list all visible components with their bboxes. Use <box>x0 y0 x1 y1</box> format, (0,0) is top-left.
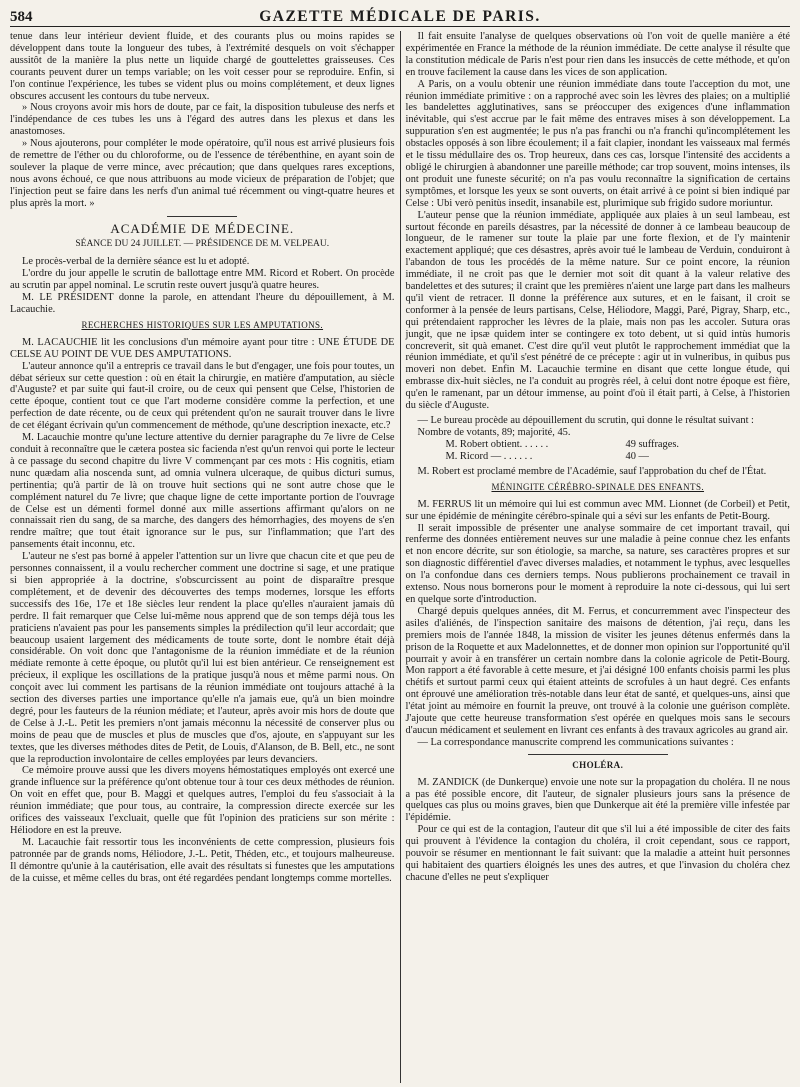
paragraph: » Nous ajouterons, pour compléter le mode opératoire, qu'il nous est arrivé plusieurs fois de remettre de l'éther ou du chloroforme, ou de l'essence de térébenthine, en ayant soin de soulever la plaque de verre mince, avec précaution; que dans quelques rares exceptions, nous avons échoué, ce que nous attribuons au mode vicieux de préparation de l'objet; que l'injection peut se faire dans les nerfs d'un animal tué récemment ou vingt-quatre heures et plus après la mort. » <box>10 138 395 209</box>
vote-name: M. Ricord — . . . . . . <box>445 450 533 462</box>
paragraph: » Nous croyons avoir mis hors de doute, par ce fait, la disposition tubuleuse des nerfs et l'indépendance de ces tubes les uns à l'égard des autres dans les plexus et dans les anastomoses. <box>10 102 395 138</box>
scrutin-line: — Le bureau procède au dépouillement du scrutin, qui donne le résultat suivant : <box>417 415 754 426</box>
paragraph: Il serait impossible de présenter une analyse sommaire de cet important travail, qui renferme des données entièrement neuves sur une maladie à peine connue chez les enfants et non encore décrite, sur son étiologie, sa marche, sa nature, ses caractères propres et sur son diagnostic différentiel d'avec diverses maladies, et notamment le typhus, avec lesquelles on l'a confondue dans ces derniers temps. Nous publierons prochainement ce travail in extenso. Nous nous bornerons pour le moment à reproduire la note ci-dessous, qui lui sert en quelque sorte d'introduction. <box>405 522 790 605</box>
divider <box>528 754 668 755</box>
paragraph: Le procès-verbal de la dernière séance est lu et adopté. <box>22 256 250 268</box>
paragraph: Chargé depuis quelques années, dit M. Ferrus, et concurremment avec l'inspecteur des asiles d'aliénés, de l'inspection sanitaire des maisons de détention, j'ai reçu, dans les premiers mois de l'année 1848, la mission de visiter les jeunes détenus enfermés dans la prison de la Roquette et aux Madelonnettes, et de donner mon opinion sur l'opportunité qu'il pourrait y avoir à en transférer un certain nombre dans la colonie agricole de Petit-Bourg. Mon rapport a été favorable à cette mesure, et j'ai désigné 100 enfants choisis parmi les plus chétifs et surtout parmi ceux qui étaient atteints de scrofules à un haut degré. Ces enfants ont éprouvé une amélioration très-notable dans leur état de santé, et quelques-uns, ainsi que l'état joint au mémoire en fournit la preuve, ont trouvé à la colonie une guérison complète. J'ajoute que cette heureuse transformation s'est opérée en quelques mois sans le secours d'aucun médicament et seulement en livrant ces enfants à des travaux agricoles au grand air. <box>405 605 790 736</box>
journal-title: GAZETTE MÉDICALE DE PARIS. <box>259 8 541 25</box>
paragraph: M. FERRUS lit un mémoire qui lui est commun avec MM. Lionnet (de Corbeil) et Petit, sur une épidémie de méningite cérébro-spinale qui a sévi sur les enfants de Petit-Bourg. <box>405 498 790 522</box>
vote-count: 49 suffrages. <box>625 438 679 450</box>
page-number: 584 <box>10 9 33 25</box>
divider <box>167 216 237 217</box>
vote-count: 40 — <box>625 450 649 462</box>
vote-row <box>406 451 791 463</box>
paragraph: M. Robert est proclamé membre de l'Académie, sauf l'approbation du chef de l'État. <box>417 465 767 477</box>
vote-row <box>406 439 791 451</box>
paragraph: M. LE PRÉSIDENT donne la parole, en attendant l'heure du dépouillement, à M. Lacauchie. <box>10 292 395 316</box>
paragraph: A Paris, on a voulu obtenir une réunion immédiate dans toute l'acception du mot, une réunion immédiate primitive : on a rapproché avec soin les lèvres des plaies; on a multiplié les bandelettes agglutinatives, sans se préoccuper des exigences d'une inflammation inévitable, qui s'est accrue par le fait même des entraves mises à son développement. La suppuration s'en est augmentée; le pus n'a pas franchi ou n'a franchi qu'incomplétement les obstacles opposés à son libre écoulement; il a fait clapier, inondant les vaisseaux mal fermés et le tissu médullaire des os. Trop heureux, dans ces cas, lorsque l'intensité des accidents a obligé le chirurgien à abandonner une pareille méthode; car trop souvent, moins intenses, ils ont produit une funeste sécurité; on n'a pas voulu reconnaître la signification de certains symptômes, et lorsque les yeux se sont ouverts, on était arrivé à ce point si bien indiqué par Celse : Ubi verò penitùs insedit, insanabile est, plurimique sub frigido sudore moriuntur. <box>405 78 790 209</box>
correspondance-line: — La correspondance manuscrite comprend les communications suivantes : <box>417 736 734 748</box>
paragraph: tenue dans leur intérieur devient fluide, et des courants plus ou moins rapides se développent dans toute la longueur des tubes, à l'extrémité desquels on voit s'échapper aussitôt de la manière la plus nette un liquide chargé de gouttelettes graisseuses. Ces courants peuvent durer un temps variable; on les voit cesser pour se reproduire. Enfin, si l'on continue l'expérience, les tubes se vident plus ou moins complétement, et deux lignes obscures accusent les contours du tube nerveux. <box>10 31 395 102</box>
paragraph: M. LACAUCHIE lit les conclusions d'un mémoire ayant pour titre : UNE ÉTUDE DE CELSE AU POINT DE VUE DES AMPUTATIONS. <box>10 336 395 360</box>
paragraph: Pour ce qui est de la contagion, l'auteur dit que s'il lui a été impossible de citer des faits qui prouvent à l'évidence la contagion du choléra, il croit cependant, sous ce rapport, pouvoir se résumer en mentionnant le fait suivant: que la maladie a atteint huit personnes qui habitaient des quartiers éloignés les unes des autres, et que l'invasion du choléra chez chacune d'elles ne peut s'expliquer <box>405 824 790 883</box>
vote-results <box>406 427 791 463</box>
section-title-academy: ACADÉMIE DE MÉDECINE. <box>110 220 295 236</box>
columns <box>10 31 790 1083</box>
right-column <box>401 31 791 1083</box>
paragraph: L'auteur ne s'est pas borné à appeler l'attention sur un livre que chacun cite et que peu de personnes connaissent, il a voulu rechercher comment une doctrine si sage, et une pratique si bien appropriée à la doctrine, s'obscurcissent au point de disparaître presque complétement, et de devenir des découvertes des temps modernes, lorsque les efforts successifs des 16e, 17e et 18e siècles leur rendent la place qu'elles n'auraient jamais dû perdre. Il fait remarquer que Celse lui-même nous apprend que de son temps déjà tous les praticiens n'avaient pas pour les pansements simples la prédilection qu'il leur accordait; que beaucoup usaient largement des médicaments de toute sorte, dont le nombre était déjà considérable. On voit donc que l'antagonisme de la réunion immédiate et de la réunion médiate remonte à cette époque, ou plutôt qu'il lui est bien antérieur. Ce renseignement est précieux, il explique les oscillations de la pratique jusqu'à nous et même parmi nous. On conçoit avec lui comment les partisans de la réunion immédiate ont toujours attaché à la section des diverses parties une importance qu'elle n'a jamais eue, qu'à un bien moindre degré, pour les fauteurs de la réunion médiate; et l'auteur, après avoir mis hors de doute que de Celse à J.-L. Petit les premiers n'ont jamais méconnu la nécessité de conserver plus ou moins de peau que de muscles et plus de muscles que d'os, ajoute, en s'appuyant sur les textes, que les diverses méthodes dites de Petit, de Louis, d'Alanson, de B. Bell, etc., ne sont que la reproduction involontaire de celles employées par leurs devanciers. <box>10 551 395 765</box>
subsection-title-cholera: CHOLÉRA. <box>572 759 624 770</box>
left-column <box>10 31 400 1083</box>
seance-line: SÉANCE DU 24 JUILLET. — PRÉSIDENCE DE M. VELPEAU. <box>75 238 330 249</box>
paragraph: Ce mémoire prouve aussi que les divers moyens hémostatiques employés ont exercé une grande influence sur la préférence qu'ont obtenue tour à tour ces deux méthodes de réunion. On voit en effet que, pour B. Maggi et quelques autres, l'emploi du feu s'associait à la réunion immédiate; que pour tous, au contraire, la compression directe exercée sur les orifices des vaisseaux l'excluait, quelle que fût l'opinion des praticiens sur son mérite : Héliodore en est la preuve. <box>10 765 395 836</box>
subsection-title-meningite: MÉNINGITE CÉRÉBRO-SPINALE DES ENFANTS. <box>491 481 705 492</box>
paragraph: M. Lacauchie fait ressortir tous les inconvénients de cette compression, plusieurs fois patronnée par de grands noms, Héliodore, J.-L. Petit, Théden, etc., et toujours malheureuse. Il démontre qu'unie à la cautérisation, elle avait des résultats si funestes que les amputations de la cuisse, et même celles du bras, ont été regardées pendant longtemps comme mortelles. <box>10 836 395 884</box>
page-header <box>10 0 790 27</box>
paragraph: M. Lacauchie montre qu'une lecture attentive du dernier paragraphe du 7e livre de Celse conduit à reconnaître que le cætera postea sic facienda n'est qu'un renvoi qui porte le lecteur à ce passage du second chapitre du livre V commençant par ces mots : His cognitis, etiam nunc quædam alia noscenda sunt, ad omnia vulnera ulceraque, de quibus dicturi sumus, pertinentia; qu'à partir de là on trouve huit sections qui ne sont autre chose que le complément naturel du 7e livre; que chaque ligne de cette importante portion de l'ouvrage de Celse est un démenti formel donné aux mille assertions affirmant qu'alors on ne connaissait rien du sang, de sa marche, des dangers des hémorrhagies, des moyens de s'en rendre maître; que tout était ignorance sur le pus, sur l'inflammation; que l'art des pansements était inconnu, etc. <box>10 432 395 551</box>
paragraph: L'auteur annonce qu'il a entrepris ce travail dans le but d'engager, une fois pour toutes, un débat sérieux sur cette question : où en était la chirurgie, en matière d'amputation, au siècle d'Auguste? et par suite qui faut-il croire, ou de ceux qui pensent que Celse, l'historien de cette époque, contient tout ce que l'art moderne considère comme la perfection, et une perfection de date récente, ou de ceux qui prétendent qu'on ne saurait trouver dans le livre de cet élégant écrivain qu'un commencement de méthode, qu'une description inexacte, etc.? <box>10 360 395 432</box>
subsection-title-amputations: RECHERCHES HISTORIQUES SUR LES AMPUTATIONS. <box>81 319 324 330</box>
paragraph: L'auteur pense que la réunion immédiate, appliquée aux plaies à un seul lambeau, est surtout féconde en pareils désastres, par la nécessité de donner à ce lambeau beaucoup de longueur, de le ramener sur toute la plaie par une forte flexion, et de l'y maintenir exactement appliqué; que ces désastres, après avoir tué le lambeau de Verduin, conduiront à l'abandon de tous les procédés de la même nature. Sur ce point encore, la réunion immédiate, il ne croit pas que le dernier mot soit dit quant à la valeur relative des bandelettes et des sutures; il craint que les premières n'aient une large part dans les malheurs qu'il vient de retracer. Il donne la préférence aux sutures, et en le faisant, il croit se conformer à la pensée de leurs partisans, Celse, Héliodore, Maggi, Paré, Pigray, Sharp, etc., qui prétendaient rapprocher les lèvres de la plaie, mais non pas les accoler. Sutura oras jungit, que ne ipsæ quidem inter se contingere ex toto debent, ut si quid intùs humoris concreverit, sit quà emanet. C'est dire qu'il veut plutôt le rapprochement immédiat que la réunion immédiate, et qu'il s'est pénétré de ce précepte : agir ut in vulneribus, in quibus pus moveri non debet. Enfin M. Lacauchie termine en disant que cette longue étude, qui embrasse dix-huit siècles, ne l'a conduit au progrès réel, à celui dont notre époque est fière, qu'en le ramenant, par un détour immense, au point d'où il était parti, à Celse, à l'historien du siècle d'Auguste. <box>405 209 790 412</box>
votants-line: Nombre de votants, 89; majorité, 45. <box>417 426 571 438</box>
vote-name: M. Robert obtient. . . . . . <box>445 438 549 450</box>
paragraph: L'ordre du jour appelle le scrutin de ballottage entre MM. Ricord et Robert. On procède au scrutin par appel nominal. Le scrutin reste ouvert jusqu'à quatre heures. <box>10 268 395 292</box>
paragraph: M. ZANDICK (de Dunkerque) envoie une note sur la propagation du choléra. Il ne nous a pas été possible encore, dit l'auteur, de signaler plusieurs jours sans la présence de quelques cas plus ou moins graves, bien que Dunkerque ait été la première ville infestée par l'épidémie. <box>405 776 790 824</box>
paragraph: Il fait ensuite l'analyse de quelques observations où l'on voit de quelle manière a été expérimentée en France la méthode de la réunion immédiate. De cette analyse il résulte que la constitution médicale de Paris n'est pour rien dans les insuccès de cette méthode, et qu'on en trouve facilement la cause dans les vices de son application. <box>405 31 790 78</box>
